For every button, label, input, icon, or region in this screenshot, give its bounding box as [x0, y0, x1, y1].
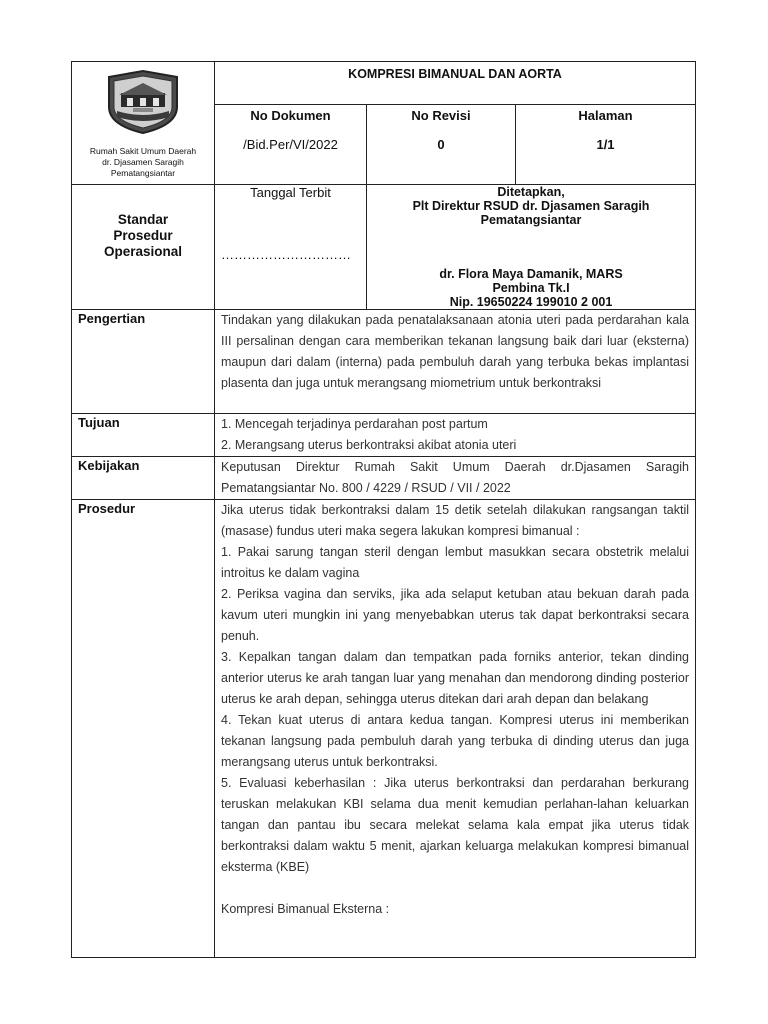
pengertian-label: Pengertian: [72, 310, 215, 414]
ditetapkan-cell: [367, 185, 696, 310]
tanggal-terbit-cell: [215, 185, 367, 310]
prosedur-step-1: 1. Pakai sarung tangan steril dengan lembut masukkan secara obstetrik melalui introitus ke dalam vagina: [221, 545, 690, 580]
sop-table: [71, 61, 696, 958]
hospital-name-line-3: Pematangsiantar: [110, 168, 176, 178]
signatory-nip: Nip. 19650224 199010 2 001: [449, 295, 613, 309]
tanggal-terbit-value: …………………………: [221, 247, 351, 262]
signatory-rank: Pembina Tk.I: [492, 281, 570, 295]
prosedur-step-5: 5. Evaluasi keberhasilan : Jika uterus berkontraksi dan perdarahan berkurang teruskan melakukan KBI selama dua menit kemudian perlahan-lahan keluarkan tangan dan pantau ibu secara melekat selama kala empat jika uterus tidak berkontraksi dalam waktu 5 menit, ajarkan keluarga melakukan kompresi bimanual eksterma (KBE): [221, 776, 690, 874]
tanggal-terbit-label: Tanggal Terbit: [250, 185, 331, 200]
ditetapkan-line-2: Plt Direktur RSUD dr. Djasamen Saragih: [412, 199, 650, 213]
sop-line-1: Standar: [117, 212, 169, 227]
hospital-logo-cell: [72, 62, 215, 185]
tujuan-item-2: 2. Merangsang uterus berkontraksi akibat atonia uteri: [221, 438, 517, 452]
hospital-name: [72, 146, 214, 179]
prosedur-intro: Jika uterus tidak berkontraksi dalam 15 detik setelah dilakukan rangsangan taktil (masase) fundus uteri maka segera lakukan kompresi bimanual :: [221, 503, 690, 538]
kompresi-bimanual-eksterna-heading: Kompresi Bimanual Eksterna :: [221, 902, 390, 916]
ditetapkan-line-1: Ditetapkan,: [497, 185, 565, 199]
prosedur-text: [215, 500, 696, 958]
tujuan-text: [215, 414, 696, 457]
sop-document: [71, 61, 695, 954]
pengertian-paragraph: Tindakan yang dilakukan pada penatalaksanaan atonia uteri pada perdarahan kala III persalinan dengan cara memberikan tekanan langsung baik dari luar (eksterna) maupun dari dalam (interna) pada pembuluh darah yang terbuka bekas implantasi plasenta dan juga untuk merangsang miometrium untuk berkontraksi: [221, 313, 690, 390]
prosedur-step-2: 2. Periksa vagina dan serviks, jika ada selaput ketuban atau bekuan darah pada kavum uteri mungkin ini yang menyebabkan uterus tak dapat berkontraksi secara penuh.: [221, 587, 690, 643]
signatory-name: dr. Flora Maya Damanik, MARS: [439, 267, 623, 281]
hospital-name-line-2: dr. Djasamen Saragih: [102, 157, 184, 167]
prosedur-step-4: 4. Tekan kuat uterus di antara kedua tangan. Kompresi uterus ini memberikan tekanan langsung pada pembuluh darah yang terbuka di dinding uterus dan juga merangsang uterus untuk berkontraksi.: [221, 713, 690, 769]
prosedur-step-3: 3. Kepalkan tangan dalam dan tempatkan pada forniks anterior, tekan dinding anterior uterus ke arah tangan luar yang menahan dan mendorong dinding posterior uterus ke arah depan, sehingga uterus ditekan dari arah depan dan belakang: [221, 650, 690, 706]
pengertian-text: [215, 310, 696, 414]
tujuan-item-1: 1. Mencegah terjadinya perdarahan post partum: [221, 417, 488, 431]
hospital-name-line-1: Rumah Sakit Umum Daerah: [89, 146, 197, 156]
sop-line-3: Operasional: [103, 244, 183, 259]
kebijakan-paragraph: Keputusan Direktur Rumah Sakit Umum Daerah dr.Djasamen Saragih Pematangsiantar No. 800 / 4229 / RSUD / VII / 2022: [221, 460, 690, 495]
no-revisi-cell: [367, 105, 516, 185]
ditetapkan-line-3: Pematangsiantar: [480, 213, 582, 227]
no-revisi-value: 0: [437, 137, 445, 152]
halaman-cell: [516, 105, 696, 185]
tujuan-label: Tujuan: [72, 414, 215, 457]
no-dokumen-value: /Bid.Per/VI/2022: [243, 137, 338, 152]
document-title: KOMPRESI BIMANUAL DAN AORTA: [215, 62, 696, 105]
no-dokumen-label: No Dokumen: [250, 108, 331, 123]
kebijakan-label: Kebijakan: [72, 457, 215, 500]
halaman-label: Halaman: [578, 108, 633, 123]
prosedur-label: Prosedur: [72, 500, 215, 958]
ditetapkan-block: [367, 185, 695, 227]
halaman-value: 1/1: [596, 137, 615, 152]
signatory-block: [367, 267, 695, 309]
no-revisi-label: No Revisi: [411, 108, 471, 123]
sop-line-2: Prosedur: [113, 228, 173, 243]
sop-label: [72, 185, 215, 310]
hospital-logo-icon: [103, 67, 183, 137]
no-dokumen-cell: [215, 105, 367, 185]
kebijakan-text: [215, 457, 696, 500]
